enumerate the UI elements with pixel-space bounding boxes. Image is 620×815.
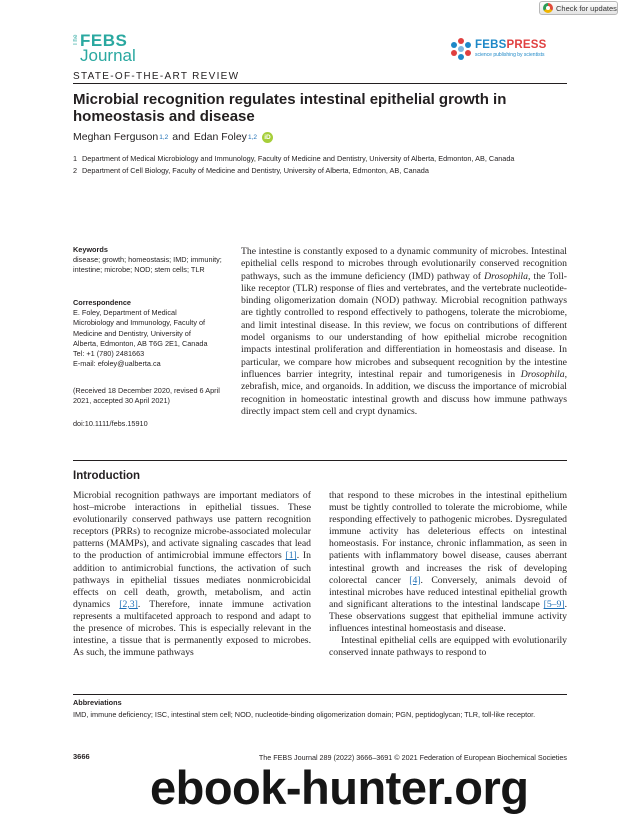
correspondence-line: Alberta, Edmonton, AB T6G 2E1, Canada [73,338,208,348]
abbreviations-divider [73,694,567,695]
header-divider [73,83,567,84]
author-affiliation-ref[interactable]: 1,2 [159,133,169,141]
journal-footer: The FEBS Journal 289 (2022) 3666–3691 © 2021 Federation of European Biochemical Societies [258,753,567,762]
correspondence-block [73,298,225,369]
section-divider [73,460,567,461]
citation-link[interactable]: [1] [285,550,297,562]
citation-link[interactable]: [5–9] [543,598,565,610]
correspondence-line: Microbiology and Immunology, Faculty of [73,318,206,328]
body-column-left: Microbial recognition pathways are important mediators of host–microbe interactions in epithelial tissues. These evolutionarily conserved pathways use pattern recognition receptors (PRRs) to recognize microbe-associated molecular patterns (MAMPs), and activate signaling cascades that lead to the production of antimicrobial immune effectors [1]. In addition to antimicrobial functions, the activation of such pathways in epithelial tissues mediates nonmicrobicidal effects on cell death, growth, metabolism, and actin dynamics [2,3]. Therefore, innate immune activation represents a multifaceted approach to respond and adapt to the presence of microbes. This is especially relevant in the intestine, a tissue that is permanently exposed to microbes. As such, the immune pathways [73,490,311,659]
doi-link[interactable]: doi:10.1111/febs.15910 [73,419,148,428]
watermark: ebook-hunter.org [150,761,529,814]
article-title: Microbial recognition regulates intestinal epithelial growth in homeostasis and disease [73,91,507,125]
keywords-text: disease; growth; homeostasis; IMD; immunity; intestine; microbe; NOD; stem cells; TLR [73,255,222,275]
correspondence-email[interactable]: E-mail: efoley@ualberta.ca [73,359,161,369]
correspondence-line: Medicine and Dentistry, University of [73,328,191,338]
check-for-updates-button[interactable] [539,1,618,15]
logo-prefix: The [73,34,79,46]
affiliation: 1 Department of Medical Microbiology and Immunology, Faculty of Medicine and Dentistry, University of Alberta, Edmonton, AB, Canada [73,154,515,163]
author-name[interactable]: Meghan Ferguson [73,131,159,143]
body-column-right: that respond to these microbes in the intestinal epithelium must be tightly controlled to tolerate the microbiome, while responding effectively to pathogenic microbes. Dysregulated immune activity has deleterious effects on intestinal homeostasis. For instance, chronic inflammation, as seen in patients with inflammatory bowel disease, causes aberrant intestinal growth and increases the risk of developing colorectal cancer [4]. Conversely, animals devoid of intestinal microbes have reduced intestinal epithelial growth and significant alterations to the intestinal landscape [5–9]. These observations suggest that epithelial immune activity influences intestinal homeostasis and disease. Intestinal epithelial cells are equipped with evolutionarily conserved innate pathways to respond to [329,490,567,659]
febs-press-dots-icon [450,38,472,60]
received-dates: (Received 18 December 2020, revised 6 April 2021, accepted 30 April 2021) [73,386,220,406]
author-joiner: and [172,131,190,143]
febs-press-logo [450,38,546,60]
author-list [73,131,273,143]
check-for-updates-label: Check for updates [556,3,617,13]
correspondence-heading: Correspondence [73,298,131,307]
keywords-heading: Keywords [73,245,108,254]
keywords-block [73,245,225,276]
correspondence-line: Tel: +1 (780) 2481663 [73,349,145,359]
citation-link[interactable]: [2,3] [119,598,138,610]
crossmark-icon [543,3,553,13]
author-affiliation-ref[interactable]: 1,2 [247,133,257,141]
logo-journal: Journal [80,46,136,65]
abbreviations-heading: Abbreviations [73,698,122,707]
article-type-label: STATE-OF-THE-ART REVIEW [73,71,240,82]
press-tagline: science publishing by scientists [475,51,545,58]
orcid-icon[interactable]: iD [262,132,273,143]
affiliation: 2 Department of Cell Biology, Faculty of Medicine and Dentistry, University of Alberta, Edmonton, AB, Canada [73,166,429,175]
introduction-heading: Introduction [73,470,141,482]
abbreviations-text: IMD, immune deficiency; ISC, intestinal stem cell; NOD, nucleotide-binding oligomerization domain; PGN, peptidoglycan; TLR, toll-like receptor. [73,710,536,719]
author-name[interactable]: Edan Foley [193,131,247,143]
page-number: 3666 [73,752,90,761]
correspondence-line: E. Foley, Department of Medical [73,308,177,318]
febs-journal-logo [73,33,136,67]
abstract: The intestine is constantly exposed to a dynamic community of microbes. Intestinal epithelial cells respond to microbes through evolutionarily conserved recognition pathways, such as the immune deficiency (IMD) pathway of Drosophila, the Toll-like receptor (TLR) response of flies and vertebrates, and the vertebrate nucleotide-binding oligomerization domain (NOD) pathway. Microbial recognition pathways are tightly controlled to respond effectively to pathogens, tolerate the microbiome, and limit intestinal disease. In this review, we focus on contributions of different model organisms to our understanding of how epithelial microbe recognition impacts intestinal proliferation and differentiation in homeostasis and disease. In particular, we compare how microbes and subsequent recognition by the intestine influences barrier integrity, intestinal repair and tumorigenesis in Drosophila, zebrafish, mice, and organoids. In addition, we discuss the importance of microbial recognition in homeostatic intestinal growth and discuss how immune pathways directly impact stem cell and crypt dynamics. [241,246,568,417]
press-name: FEBSPRESS [475,39,547,52]
citation-link[interactable]: [4] [409,574,421,586]
logo-febs: FEBS [80,31,128,50]
